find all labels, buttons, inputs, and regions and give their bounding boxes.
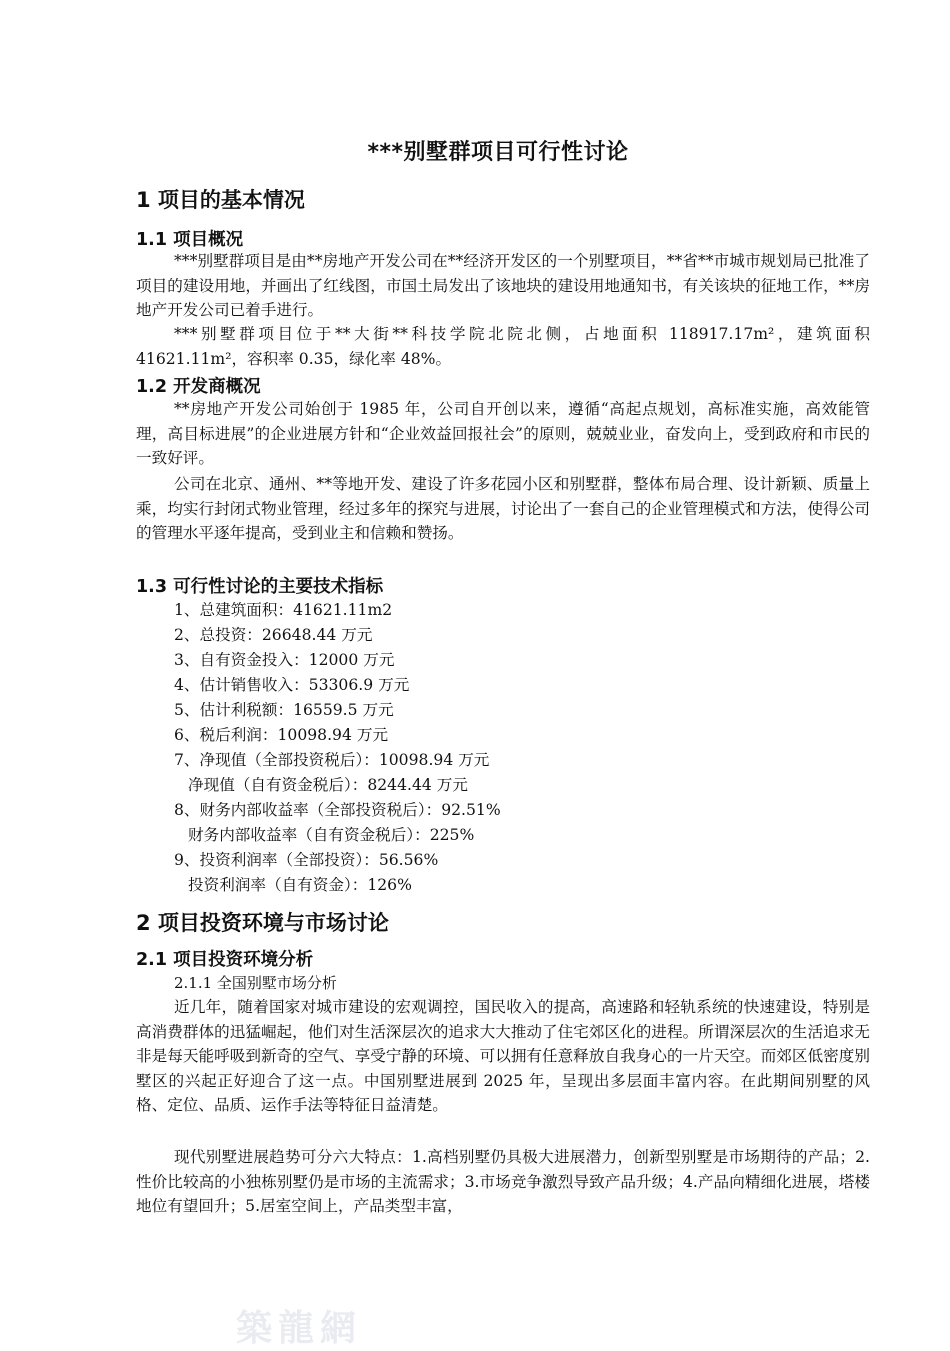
- list-item: 8、财务内部收益率（全部投资税后）：92.51%: [174, 801, 501, 819]
- section-1-1-heading: 1.1 项目概况: [136, 230, 244, 250]
- list-item: 2、总投资：26648.44 万元: [174, 626, 373, 644]
- list-item: 6、税后利润：10098.94 万元: [174, 726, 389, 744]
- list-item: 净现值（自有资金税后）：8244.44 万元: [188, 776, 468, 794]
- list-item: 5、估计利税额：16559.5 万元: [174, 701, 394, 719]
- list-item: 3、自有资金投入：12000 万元: [174, 651, 395, 669]
- list-item: 4、估计销售收入：53306.9 万元: [174, 676, 410, 694]
- indicator-list: [136, 598, 836, 898]
- section-2-1-paragraph-1: 近几年，随着国家对城市建设的宏观调控，国民收入的提高，高速路和轻轨系统的快速建设，特别是高消费群体的迅猛崛起，他们对生活深层次的追求大大推动了住宅郊区化的进程。所谓深层次的生活追求无非是每天能呼吸到新奇的空气、享受宁静的环境、可以拥有任意释放自我身心的一片天空。而郊区低密度别墅区的兴起正好迎合了这一点。中国别墅进展到 2025 年，呈现出多层面丰富内容。在此期间别墅的风格、定位、品质、运作手法等特征日益清楚。: [136, 998, 870, 1114]
- subsection-2-1-1-heading: 2.1.1 全国别墅市场分析: [174, 974, 337, 992]
- section-2-1-heading: 2.1 项目投资环境分析: [136, 950, 314, 970]
- list-item: 财务内部收益率（自有资金税后）：225%: [188, 826, 475, 844]
- section-2-heading: 2 项目投资环境与市场讨论: [136, 911, 389, 935]
- section-1-1-paragraph-1: ***别墅群项目是由**房地产开发公司在**经济开发区的一个别墅项目，**省**市城市规划局已批准了项目的建设用地，并画出了红线图，市国土局发出了该地块的建设用地通知书，有关该块的征地工作，**房地产开发公司已着手进行。: [136, 252, 870, 319]
- section-1-2-heading: 1.2 开发商概况: [136, 377, 261, 397]
- list-item: 9、投资利润率（全部投资）：56.56%: [174, 851, 439, 869]
- list-item: 投资利润率（自有资金）：126%: [188, 876, 412, 894]
- section-1-2-paragraph-2: 公司在北京、通州、**等地开发、建设了许多花园小区和别墅群，整体布局合理、设计新颖、质量上乘，均实行封闭式物业管理，经过多年的探究与进展，讨论出了一套自己的企业管理模式和方法，使得公司的管理水平逐年提高，受到业主和信赖和赞扬。: [136, 475, 870, 542]
- document-title: ***别墅群项目可行性讨论: [367, 140, 629, 165]
- watermark-logo: 築龍網: [236, 1307, 363, 1349]
- section-1-3-heading: 1.3 可行性讨论的主要技术指标: [136, 577, 384, 597]
- list-item: 7、净现值（全部投资税后）：10098.94 万元: [174, 751, 490, 769]
- section-2-1-paragraph-2: 现代别墅进展趋势可分六大特点：1.高档别墅仍具极大进展潜力，创新型别墅是市场期待的产品；2.性价比较高的小独栋别墅仍是市场的主流需求；3.市场竞争激烈导致产品升级；4.产品向精细化进展，塔楼地位有望回升；5.居室空间上，产品类型丰富，: [136, 1148, 870, 1215]
- section-1-heading: 1 项目的基本情况: [136, 188, 305, 212]
- section-1-2-paragraph-1: **房地产开发公司始创于 1985 年，公司自开创以来，遵循“高起点规划，高标准实施，高效能管理，高目标进展”的企业进展方针和“企业效益回报社会”的原则，兢兢业业，奋发向上，受到政府和市民的一致好评。: [136, 400, 870, 467]
- section-1-1-paragraph-2: ***别墅群项目位于**大街**科技学院北院北侧，占地面积 118917.17m²，建筑面积 41621.11m²，容积率 0.35，绿化率 48%。: [136, 325, 870, 368]
- list-item: 1、总建筑面积：41621.11m2: [174, 601, 393, 619]
